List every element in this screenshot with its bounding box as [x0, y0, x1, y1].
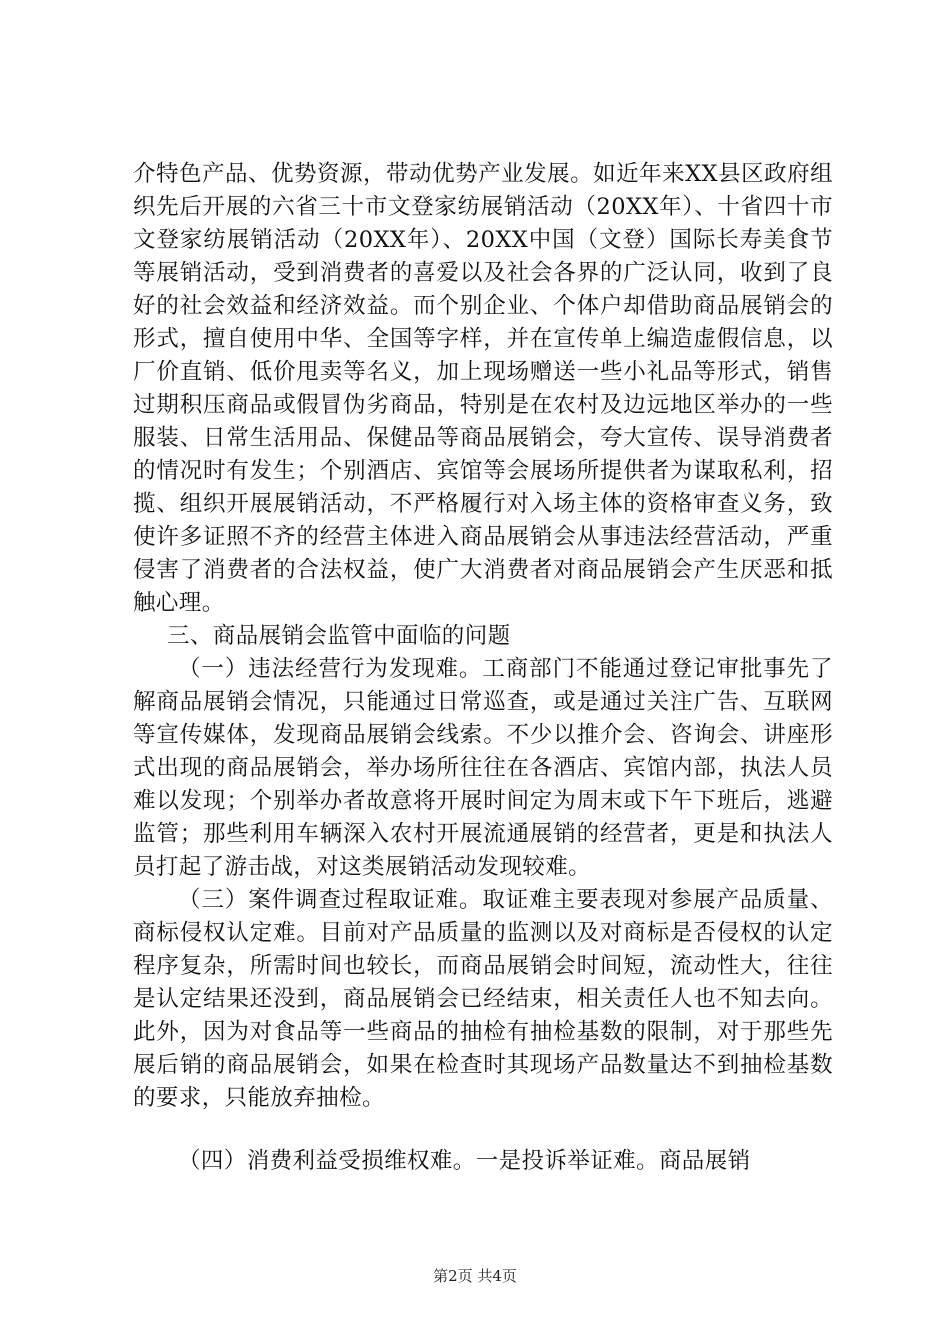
section-heading-supervision-problems: 三、商品展销会监管中面临的问题	[167, 623, 511, 649]
page-number-footer: 第2页 共4页	[433, 1267, 517, 1285]
paragraph-evidence-collection: （三）案件调查过程取证难。取证难主要表现对参展产品质量、商标侵权认定难。目前对产品质量的监测以及对商标是否侵权的认定程序复杂，所需时间也较长，而商品展销会时间短，流动性大，往往是认定结果还没到，商品展销会已经结束，相关责任人也不知去向。此外，因为对食品等一些商品的抽检有抽检基数的限制，对于那些先展后销的商品展销会，如果在检查时其现场产品数量达不到抽检基数的要求，只能放弃抽检。	[133, 887, 833, 1111]
document-body	[133, 158, 833, 1178]
paragraph-exhibition-background: 介特色产品、优势资源，带动优势产业发展。如近年来XX县区政府组织先后开展的六省三十市文登家纺展销活动（20XX年）、十省四十市文登家纺展销活动（20XX年）、20XX中国（文登）国际长寿美食节等展销活动，受到消费者的喜爱以及社会各界的广泛认同，收到了良好的社会效益和经济效益。而个别企业、个体户却借助商品展销会的形式，擅自使用中华、全国等字样，并在宣传单上编造虚假信息，以厂价直销、低价甩卖等名义，加上现场赠送一些小礼品等形式，销售过期积压商品或假冒伪劣商品，特别是在农村及边远地区举办的一些服装、日常生活用品、保健品等商品展销会，夸大宣传、误导消费者的情况时有发生；个别酒店、宾馆等会展场所提供者为谋取私利，招揽、组织开展展销活动，不严格履行对入场主体的资格审查义务，致使许多证照不齐的经营主体进入商品展销会从事违法经营活动，严重侵害了消费者的合法权益，使广大消费者对商品展销会产生厌恶和抵触心理。	[133, 161, 833, 616]
paragraph-illegal-operation-detection: （一）违法经营行为发现难。工商部门不能通过登记审批事先了解商品展销会情况，只能通过日常巡查，或是通过关注广告、互联网等宣传媒体，发现商品展销会线索。不少以推介会、咨询会、讲座形式出现的商品展销会，举办场所往往在各酒店、宾馆内部，执法人员难以发现；个别举办者故意将开展时间定为周末或下午下班后，逃避监管；那些利用车辆深入农村开展流通展销的经营者，更是和执法人员打起了游击战，对这类展销活动发现较难。	[133, 656, 833, 880]
paragraph-consumer-rights: （四）消费利益受损维权难。一是投诉举证难。商品展销	[178, 1148, 751, 1174]
